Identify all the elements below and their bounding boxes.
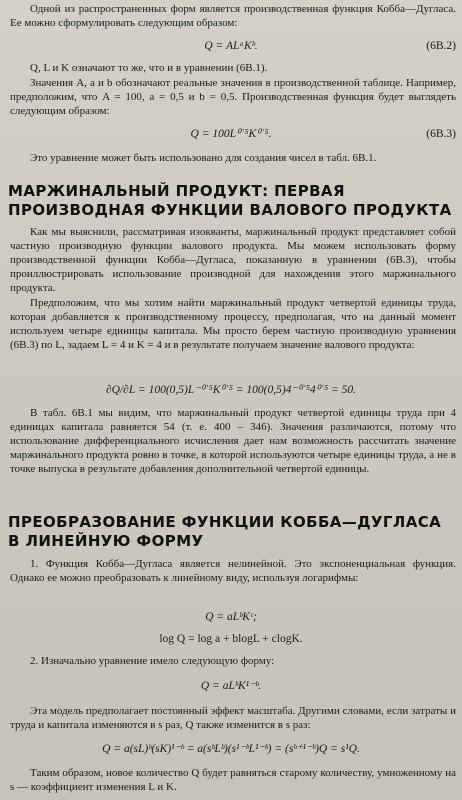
equation-6b2-formula: Q = ALᵃKᵇ. <box>204 40 258 52</box>
section2-paragraph-3: Эта модель предполагает постоянный эффект масштаба. Другими словами, если затраты и труда и капитала изменяются в s раз, Q также изменится в s раз: <box>10 705 456 731</box>
equation-6b3-formula: Q = 100L⁰˙⁵K⁰˙⁵. <box>190 128 272 140</box>
intro-paragraph-2: Q, L и K означают то же, что и в уравнении (6В.1). <box>30 62 268 74</box>
section-heading-marginal-product: МАРЖИНАЛЬНЫЙ ПРОДУКТ: ПЕРВАЯ ПРОИЗВОДНАЯ ФУНКЦИИ ВАЛОВОГО ПРОДУКТА <box>8 182 452 219</box>
equation-6b2-number: (6B.2) <box>426 40 456 52</box>
equation-original-form-formula: Q = aLᵇK¹⁻ᵇ. <box>200 680 262 692</box>
section1-paragraph-2: Предположим, что мы хотим найти маржинальный продукт четвертой единицы труда, которая добавляется к производственному процессу, предполагая, что на данный момент используем четыре единицы капитала. Мы просто берем частную производную уравнения (6В.3) по L, задаем L = 4 и K = 4 и в результате получаем значение валового продукта: <box>10 297 456 351</box>
section2-paragraph-2: 2. Изначально уравнение имело следующую форму: <box>30 655 275 667</box>
equation-scale-effect-formula: Q = a(sL)ᵇ(sK)¹⁻ᵇ = a(sᵇLᵇ)(s¹⁻ᵇL¹⁻ᵇ) = (sᵇ⁺¹⁻ᵇ)Q = s¹Q. <box>102 743 360 755</box>
section2-paragraph-1: 1. Функция Кобба—Дугласа является нелинейной. Это экспоненциальная функция. Однако ее можно преобразовать к линейному виду, используя логарифмы: <box>10 558 456 584</box>
section1-paragraph-1: Как мы выяснили, рассматривая изокванты, маржинальный продукт представляет собой частную производную функции валового продукта. Мы можем использовать форму производственной функции Кобба—Дугласа, показанную в уравнении (6В.3), чтобы проиллюстрировать использование производной для нахождения этого маржинального продукта. <box>10 226 456 294</box>
equation-log-formula: log Q = log a + blogL + clogK. <box>159 633 303 645</box>
intro-paragraph-4: Это уравнение может быть использовано для создания чисел в табл. 6В.1. <box>30 152 377 164</box>
intro-paragraph-1: Одной из распространенных форм является производственная функция Кобба—Дугласа. Ее можно сформулировать следующим образом: <box>10 3 456 29</box>
intro-paragraph-3: Значения A, a и b обозначают реальные значения в производственной таблице. Например, предположим, что A = 100, a = 0,5 и b = 0,5. Производственная функция будет выглядеть следующим образом: <box>10 77 456 117</box>
equation-6b3-number: (6B.3) <box>426 128 456 140</box>
section2-paragraph-4: Таким образом, новое количество Q будет равняться старому количеству, умноженному на s — коэффициент изменения L и K. <box>10 767 456 793</box>
equation-exponential-formula: Q = aLᵇKᶜ; <box>205 611 257 623</box>
marginal-product-formula: ∂Q/∂L = 100(0,5)L⁻⁰˙⁵K⁰˙⁵ = 100(0,5)4⁻⁰˙⁵4⁰˙⁵ = 50. <box>106 384 356 396</box>
section-heading-linear-form: ПРЕОБРАЗОВАНИЕ ФУНКЦИИ КОББА—ДУГЛАСА В ЛИНЕЙНУЮ ФОРМУ <box>8 513 442 550</box>
section1-paragraph-3: В табл. 6В.1 мы видим, что маржинальный продукт четвертой единицы труда при 4 единицах капитала равняется 54 (т. е. 400 – 346). Значения различаются, потому что использование дифференциального исчисления дает нам возможность рассчитать значение маржинального продукта ровно в точке, в которой используются четыре единицы труда, а не в точке выпуска в результате добавления дополнительной четвертой единицы. <box>10 407 456 475</box>
